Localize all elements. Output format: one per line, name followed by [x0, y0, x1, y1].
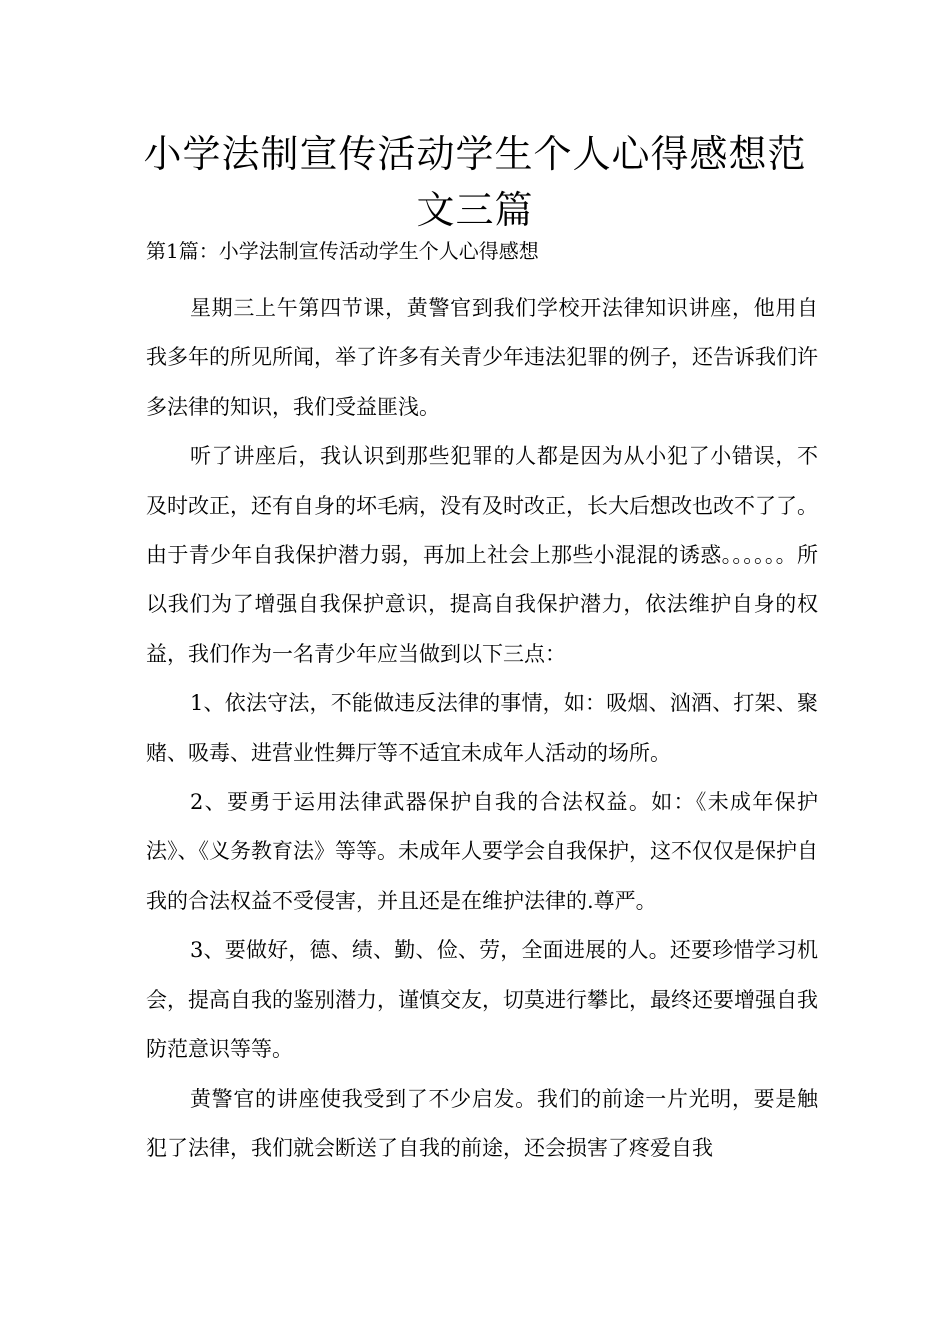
- paragraph-6: 黄警官的讲座使我受到了不少启发。我们的前途一片光明，要是触犯了法律，我们就会断送了自我的前途，还会损害了疼爱自我: [146, 1086, 818, 1160]
- paragraph-2: 听了讲座后，我认识到那些犯罪的人都是因为从小犯了小错误，不及时改正，还有自身的坏毛病，没有及时改正，长大后想改也改不了了。由于青少年自我保护潜力弱，再加上社会上那些小混混的诱惑。。。。。。所以我们为了增强自我保护意识，提高自我保护潜力，依法维护自身的权益，我们作为一名青少年应当做到以下三点：: [146, 444, 818, 666]
- paragraph-3: 1、依法守法，不能做违反法律的事情，如：吸烟、汹酒、打架、聚赌、吸毒、进营业性舞厅等不适宜未成年人活动的场所。: [146, 691, 818, 765]
- document-body: [146, 284, 818, 1173]
- section-heading: 第1篇：小学法制宣传活动学生个人心得感想: [146, 239, 539, 263]
- paragraph-1: 星期三上午第四节课，黄警官到我们学校开法律知识讲座，他用自我多年的所见所闻，举了许多有关青少年违法犯罪的例子，还告诉我们许多法律的知识，我们受益匪浅。: [146, 296, 818, 419]
- paragraph-4: 2、要勇于运用法律武器保护自我的合法权益。如：《未成年保护法》、《义务教育法》等等。未成年人要学会自我保护，这不仅仅是保护自我的合法权益不受侵害，并且还是在维护法律的.尊严。: [146, 790, 818, 913]
- paragraph-5: 3、要做好，德、绩、勤、俭、劳，全面进展的人。还要珍惜学习机会，提高自我的鉴别潜力，谨慎交友，切莫进行攀比，最终还要增强自我防范意识等等。: [146, 938, 818, 1062]
- document-title: 小学法制宣传活动学生个人心得感想范文三篇: [143, 132, 807, 232]
